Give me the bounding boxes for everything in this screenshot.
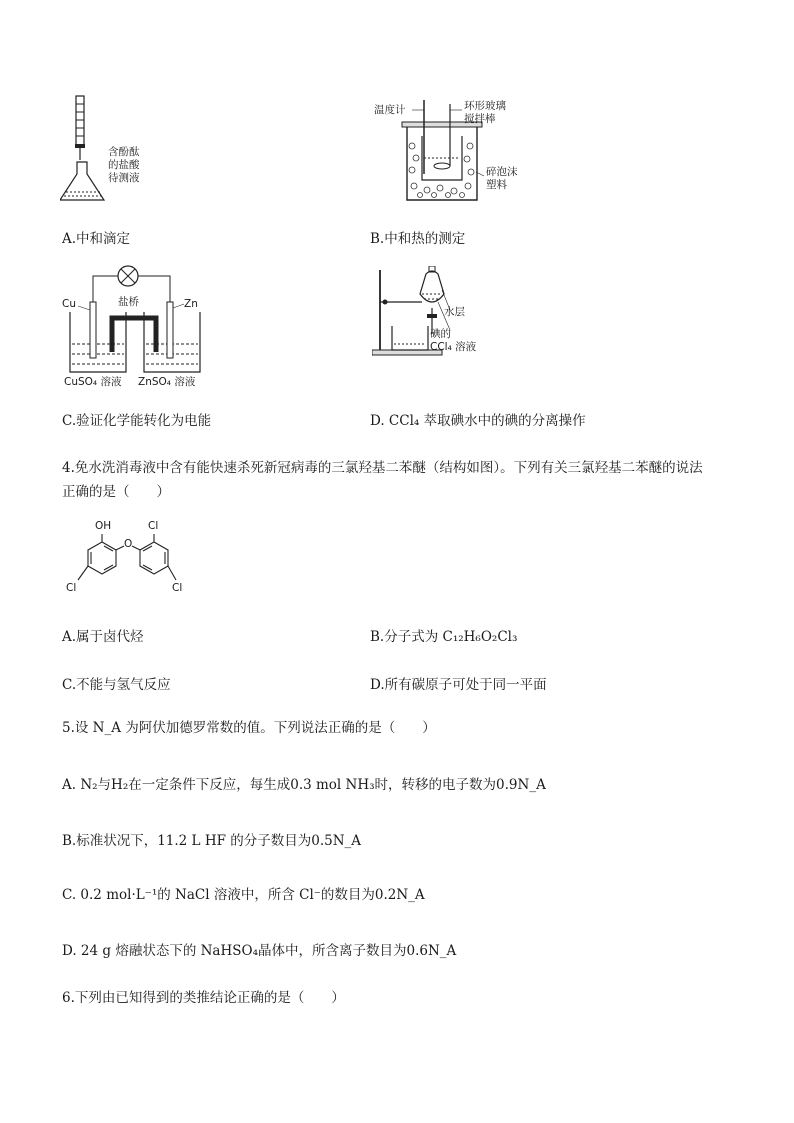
q3-option-d[interactable]: D. CCl₄ 萃取碘水中的碘的分离操作 (370, 413, 586, 429)
cuso4-solution-label: CuSO₄ 溶液 (64, 376, 122, 388)
figure-a-label-line2: 的盐酸 (108, 159, 140, 171)
water-layer-label: 水层 (444, 306, 465, 318)
cl-right-label: Cl (172, 582, 183, 594)
q3-option-b[interactable]: B.中和热的测定 (370, 231, 466, 247)
q5-stem: 5.设 N_A 为阿伏加德罗常数的值。下列说法正确的是（ ） (62, 720, 436, 736)
znso4-solution-label: ZnSO₄ 溶液 (138, 376, 196, 388)
q4-option-c[interactable]: C.不能与氢气反应 (62, 677, 171, 693)
q4-option-b[interactable]: B.分子式为 C₁₂H₆O₂Cl₃ (370, 629, 518, 645)
iodine-label-line1: 碘的 (430, 328, 451, 340)
iodine-label-line2: CCl₄ 溶液 (430, 341, 477, 353)
figure-d-separatory-funnel (372, 266, 522, 358)
q4-option-d[interactable]: D.所有碳原子可处于同一平面 (370, 677, 547, 693)
cl-left-label: Cl (66, 582, 77, 594)
q4-stem-line1: 4.免水洗消毒液中含有能快速杀死新冠病毒的三氯羟基二苯醚（结构如图）。下列有关三氯羟基二苯醚的说法 (62, 460, 703, 476)
q5-option-d[interactable]: D. 24 g 熔融状态下的 NaHSO₄晶体中，所含离子数目为0.6N_A (62, 943, 457, 959)
q5-option-b[interactable]: B.标准状况下，11.2 L HF 的分子数目为0.5N_A (62, 833, 362, 849)
triclosan-structure (60, 520, 200, 604)
foam-label-line1: 碎泡沫 (486, 166, 518, 178)
q3-option-c[interactable]: C.验证化学能转化为电能 (62, 413, 212, 429)
q4-stem (62, 456, 752, 504)
q5-option-c[interactable]: C. 0.2 mol·L⁻¹的 NaCl 溶液中，所含 Cl⁻的数目为0.2N_A (62, 887, 425, 903)
q4-option-a[interactable]: A.属于卤代烃 (62, 629, 144, 645)
q6-stem: 6.下列由已知得到的类推结论正确的是（ ） (62, 990, 345, 1006)
zn-electrode-label: Zn (184, 298, 198, 310)
cl-ortho-label: Cl (148, 520, 159, 532)
figure-b-calorimeter (372, 96, 542, 208)
cu-electrode-label: Cu (62, 298, 76, 310)
q5-option-a[interactable]: A. N₂与H₂在一定条件下反应，每生成0.3 mol NH₃时，转移的电子数为0.9N_A (62, 777, 546, 793)
stirrer-label-line2: 搅拌棒 (464, 113, 496, 125)
oh-group-label: OH (95, 520, 112, 532)
figure-a-label-line1: 含酚酞 (108, 146, 140, 158)
figure-c-galvanic-cell (60, 262, 220, 390)
galvanic-cell-drawing (60, 262, 220, 390)
figure-a-label-line3: 待测液 (108, 172, 140, 184)
q3-option-a[interactable]: A.中和滴定 (62, 231, 131, 247)
foam-label-line2: 塑料 (486, 179, 507, 191)
ether-oxygen-label: O (124, 538, 133, 550)
stirrer-label-line1: 环形玻璃 (464, 100, 506, 112)
q4-stem-line2: 正确的是（ ） (62, 484, 170, 500)
thermometer-label: 温度计 (374, 104, 406, 116)
figure-a-titration (60, 92, 170, 207)
salt-bridge-label: 盐桥 (118, 296, 139, 308)
